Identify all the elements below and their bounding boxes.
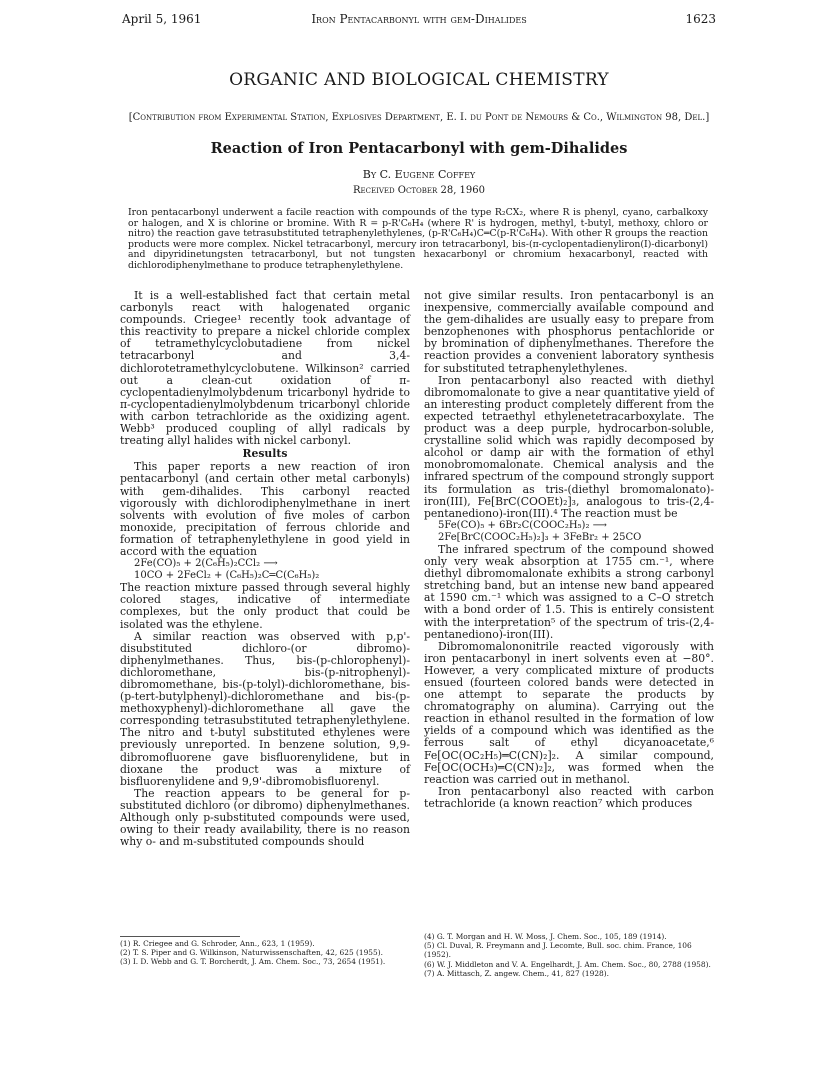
footnote-2: (2) T. S. Piper and G. Wilkinson, Naturwissenschaften, 42, 625 (1955). [120, 948, 383, 958]
section-title: ORGANIC AND BIOLOGICAL CHEMISTRY [229, 70, 609, 90]
footnote-5: (5) Cl. Duval, R. Freymann and J. Lecomte, Bull. soc. chim. France, 106 (1952). [424, 941, 692, 960]
received-date: Received October 28, 1960 [352, 185, 486, 196]
right-paragraph-4: Dibromomalononitrile reacted vigorously with iron pentacarbonyl in inert solvents even at −80°. However, a very complicated mixture of products ensued (fourteen colored bands were detected in one attempt to separate the products by chromatography on alumina). Carrying out the reaction in ethanol resulted in the formation of low yields of a compound which was identified as the ferrous salt of ethyl dicyanoacetate,⁶ Fe[OC(OC₂H₅)═C(CN)₂]₂. A similar compound, Fe[OC(OCH₃)═C(CN)₂]₂, was formed when the reaction was carried out in methanol. [424, 639, 714, 786]
right-paragraph-3: The infrared spectrum of the compound showed only very weak absorption at 1755 cm.⁻¹, where diethyl dibromomalonate exhibits a strong carbonyl stretching band, but an intense new band appeared at 1590 cm.⁻¹ which was assigned to a C–O stretch with a bond order of 1.5. This is entirely consistent with the interpretation⁵ of the spectrum of tris-(2,4-pentanediono)-iron(III). [424, 542, 714, 641]
footnote-4: (4) G. T. Morgan and H. W. Moss, J. Chem. Soc., 105, 189 (1914). [424, 932, 667, 941]
right-column [424, 290, 714, 810]
contribution-note: [Contribution from Experimental Station, Explosives Department, E. I. du Pont de Nemours & Co., Wilmington 98, Del.] [128, 112, 710, 123]
equation-2-line-2: 2Fe[BrC(COOC₂H₅)₂]₃ + 3FeBr₂ + 25CO [438, 531, 642, 543]
left-footnotes [120, 933, 412, 967]
header-date: April 5, 1961 [122, 12, 202, 26]
footnote-1: (1) R. Criegee and G. Schroder, Ann., 623, 1 (1959). [120, 939, 315, 948]
results-heading: Results [242, 447, 288, 461]
intro-paragraph: It is a well-established fact that certain metal carbonyls react with halogenated organic compounds. Criegee¹ recently took advantage of this reactivity to prepare a nickel chloride complex of tetramethylcyclobutadiene from nickel tetracarbonyl and 3,4-dichlorotetramethylcyclobutene. Wilkinson² carried out a clean-cut oxidation of π-cyclopentadienylmolybdenum tricarbonyl hydride to π-cyclopentadienylmolybdenum tricarbonyl chloride with carbon tetrachloride as the oxidizing agent. Webb³ produced coupling of allyl radicals by treating allyl halides with nickel carbonyl. [120, 289, 410, 448]
equation-1-line-1: 2Fe(CO)₅ + 2(C₆H₅)₂CCl₂ ⟶ [134, 558, 278, 570]
equation-2-line-1: 5Fe(CO)₅ + 6Br₂C(COOC₂H₅)₂ ⟶ [438, 519, 607, 531]
footnote-7: (7) A. Mittasch, Z. angew. Chem., 41, 827 (1928). [424, 968, 609, 978]
right-paragraph-5: Iron pentacarbonyl also reacted with carbon tetrachloride (a known reaction⁷ which produces [424, 784, 714, 810]
right-paragraph-2: Iron pentacarbonyl also reacted with diethyl dibromomalonate to give a near quantitative yield of an interesting product completely different from the expected tetraethyl ethylenetetracarboxylate. The product was a deep purple, hydrocarbon-soluble, crystalline solid which was rapidly decomposed by alcohol or damp air with the formation of ethyl monobromomalonate. Chemical analysis and the infrared spectrum of the compound strongly support its formulation as tris-(diethyl bromomalonato)-iron(III), Fe[BrC(COOEt)₂]₃, analogous to tris-(2,4-pentanediono)-iron(III).⁴ The reaction must be [424, 373, 714, 520]
results-paragraph-3: A similar reaction was observed with p,p'-disubstituted dichloro-(or dibromo)-diphenylmethanes. Thus, bis-(p-chlorophenyl)-dichloromethane, bis-(p-nitrophenyl)-dibromomethane, bis-(p-tolyl)-dichloromethane, bis-(p-tert-butylphenyl)-dichloromethane and bis-(p-methoxyphenyl)-dichloromethane all gave the corresponding tetrasubstituted tetraphenylethylene. The nitro and t-butyl substituted ethylenes were previously unreported. In benzene solution, 9,9-dibromofluorene gave bisfluorenylidene, but in dioxane the product was a mixture of bisfluorenylidene and 9,9'-dibromobisfluorenyl. [120, 629, 410, 788]
header-running-title: Iron Pentacarbonyl with gem-Dihalides [311, 12, 527, 26]
right-footnotes [424, 932, 716, 978]
left-column [120, 290, 410, 848]
results-paragraph-1: This paper reports a new reaction of iron pentacarbonyl (and certain other metal carbonyls) with gem-dihalides. This carbonyl reacted vigorously with dichlorodiphenylmethane in inert solvents with evolution of five moles of carbon monoxide, precipitation of ferrous chloride and formation of tetraphenylethylene in good yield in accord with the equation [120, 460, 410, 558]
article-title: Reaction of Iron Pentacarbonyl with gem-Dihalides [210, 140, 628, 157]
equation-1-line-2: 10CO + 2FeCl₂ + (C₆H₅)₂C═C(C₆H₅)₂ [134, 570, 320, 582]
results-paragraph-2: The reaction mixture passed through several highly colored stages, indicative of intermediate complexes, but the only product that could be isolated was the ethylene. [120, 581, 410, 631]
right-paragraph-1: not give similar results. Iron pentacarbonyl is an inexpensive, commercially available compound and the gem-dihalides are usually easy to prepare from benzophenones with phosphorus pentachloride or by bromination of diphenylmethanes. Therefore the reaction provides a convenient laboratory synthesis for substituted tetraphenylethylenes. [424, 289, 714, 375]
header-page-number: 1623 [685, 12, 716, 26]
footnote-rule [120, 936, 240, 937]
footnote-6: (6) W. J. Middleton and V. A. Engelhardt, J. Am. Chem. Soc., 80, 2788 (1958). [424, 959, 711, 969]
footnote-3: (3) I. D. Webb and G. T. Borcherdt, J. Am. Chem. Soc., 73, 2654 (1951). [120, 957, 386, 967]
results-paragraph-4: The reaction appears to be general for p-substituted dichloro (or dibromo) diphenylmethanes. Although only p-substituted compounds were used, owing to their ready availability, there is no reason why o- and m-substituted compounds should [120, 786, 410, 849]
abstract: Iron pentacarbonyl underwent a facile reaction with compounds of the type R₂CX₂, where R is phenyl, cyano, carbalkoxy or halogen, and X is chlorine or bromine. With R = p-R'C₆H₄ (where R' is hydrogen, methyl, t-butyl, methoxy, chloro or nitro) the reaction gave tetrasubstituted tetraphenylethylenes, (p-R'C₆H₄)C═C(p-R'C₆H₄). With other R groups the reaction products were more complex. Nickel tetracarbonyl, mercury iron tetracarbonyl, bis-(π-cyclopentadienyliron(I)-dicarbonyl) and dipyridinetungsten tetracarbonyl, but not tungsten hexacarbonyl or chromium hexacarbonyl, reacted with dichlorodiphenylmethane to produce tetraphenylethylene. [128, 207, 708, 271]
author-byline: By C. Eugene Coffey [362, 168, 476, 181]
